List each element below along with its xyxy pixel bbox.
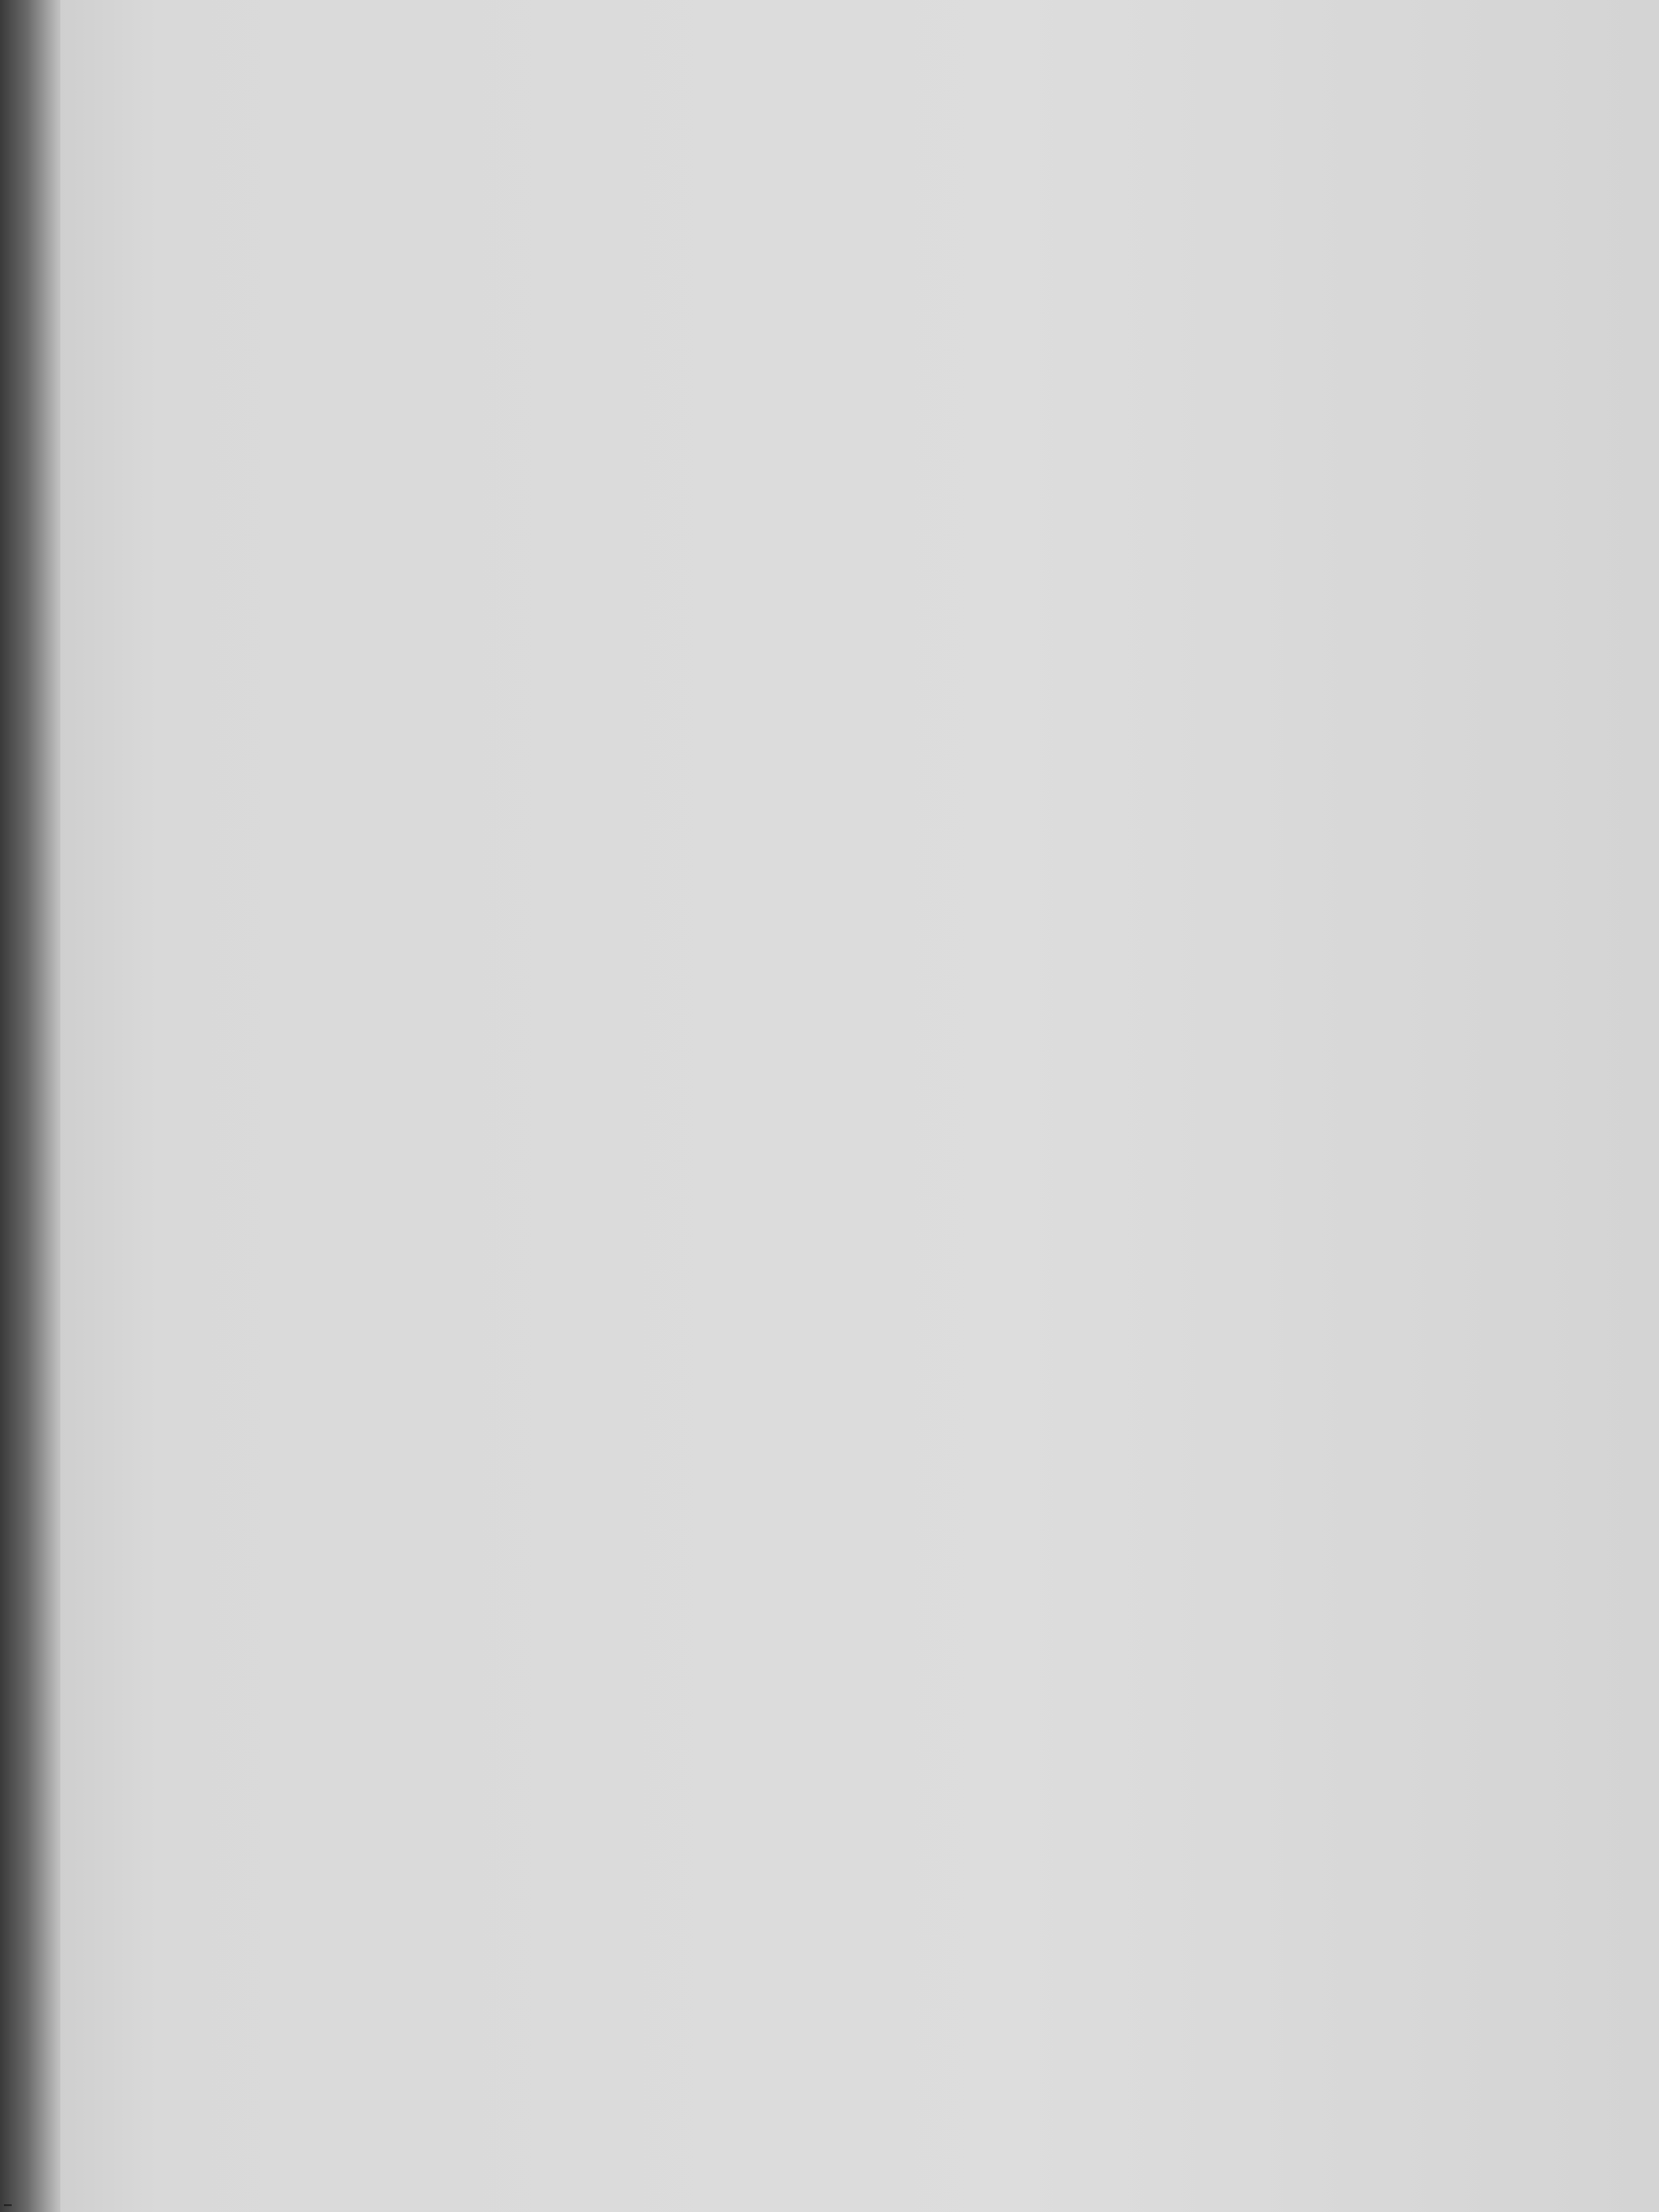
book-spine-shadow — [0, 0, 68, 2212]
book-page — [60, 0, 1659, 2212]
watermark — [4, 2204, 12, 2206]
